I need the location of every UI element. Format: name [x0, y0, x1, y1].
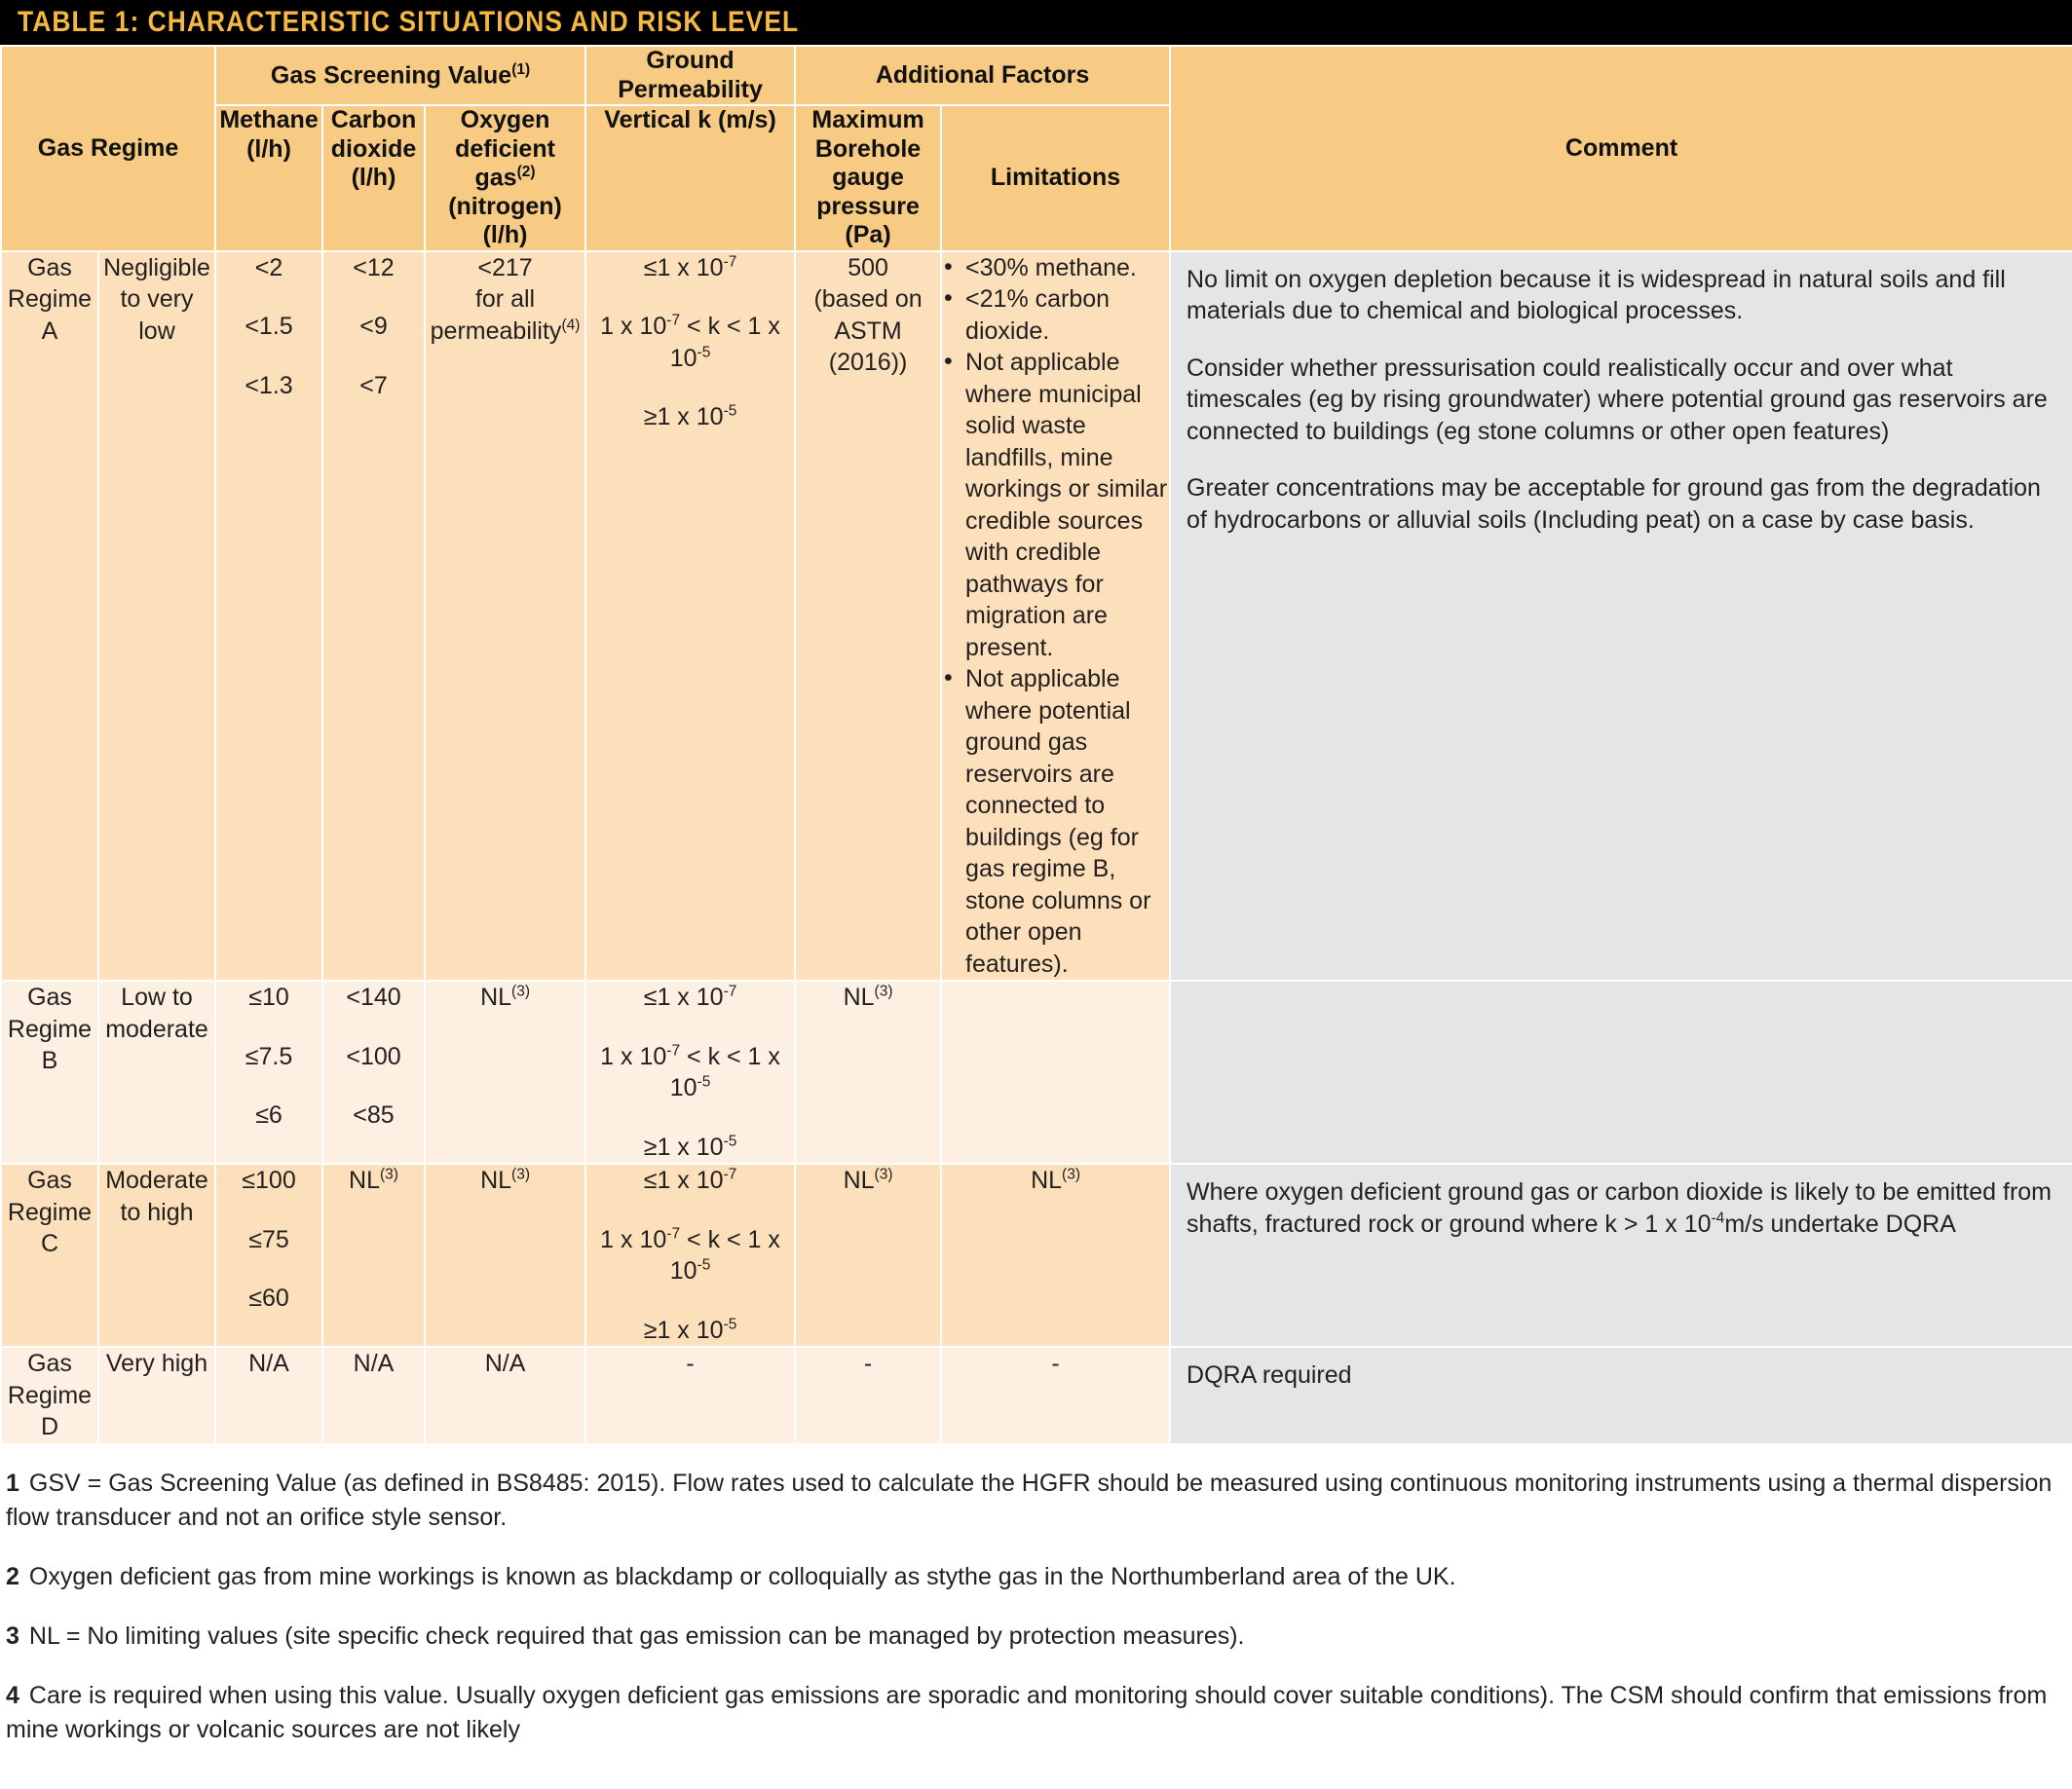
row-a-oxygen-footnote-ref: (4)	[561, 317, 581, 334]
row-b-vk-3: ≥1 x $10^{-5}$	[643, 1133, 737, 1161]
header-max-borehole-pressure	[795, 105, 941, 251]
characteristic-situations-table	[0, 45, 2072, 1445]
row-a-vk-2: 1 x $10^{-7} < k < 1$ x $10^{-5}$	[600, 313, 780, 372]
row-d-limitations: -	[941, 1347, 1170, 1444]
row-b-borehole-footnote-ref: (3)	[874, 984, 893, 1000]
row-c-co2-footnote-ref: (3)	[380, 1167, 398, 1183]
footnote-1	[6, 1467, 2066, 1535]
footnote-2	[6, 1560, 2066, 1594]
header-carbon-dioxide	[322, 105, 425, 251]
list-item: • Not applicable where municipal solid waste landfills, mine workings or similar credible sources with credible pathways for migration are present.	[942, 347, 1169, 663]
header-borehole-line4: pressure	[816, 192, 920, 220]
row-d-oxygen-deficient: N/A	[425, 1347, 585, 1444]
row-a-vk-3: ≥1 x $10^{-5}$	[643, 403, 737, 431]
list-item: • Not applicable where potential ground gas reservoirs are connected to buildings (eg for gas regime B, stone columns or other open features).	[942, 663, 1169, 980]
header-borehole-line1: Maximum	[811, 106, 924, 133]
header-gas-regime	[1, 46, 215, 251]
row-c-comment: Where oxygen deficient ground gas or carbon dioxide is likely to be emitted from shafts, fractured rock or ground where k > 1 x $10^{-4}m/s$ undertake DQRA	[1170, 1164, 2072, 1347]
header-oxygen-deficient-line4: (nitrogen)	[448, 192, 562, 220]
header-gsv-label: Gas Screening Value	[270, 60, 512, 89]
header-borehole-line2: Borehole	[814, 134, 922, 163]
footnote-4-text: Care is required when using this value. Usually oxygen deficient gas emissions are sporadic and monitoring should cover suitable conditions). The CSM should confirm that emissions from mine workings or volcanic sources are not likely	[6, 1681, 2048, 1743]
row-b-carbon-dioxide: <140 <100 <85	[322, 981, 425, 1164]
row-c-carbon-dioxide: NL$^{(3)}$	[322, 1164, 425, 1347]
row-c-oxygen-footnote-ref: (3)	[511, 1167, 530, 1183]
row-a-limitations-list	[942, 252, 1169, 981]
row-c-risk-level: Moderate to high	[98, 1164, 215, 1347]
header-limitations-label: Limitations	[990, 164, 1121, 192]
table-row	[1, 1347, 2072, 1444]
row-a-vk-1: ≤1 x $10^{-7}$	[643, 253, 737, 281]
header-borehole-line3: gauge	[832, 164, 904, 191]
row-a-borehole-pressure: 500 (based on ASTM (2016))	[795, 251, 941, 982]
row-d-methane: N/A	[215, 1347, 322, 1444]
row-d-risk-level: Very high	[98, 1347, 215, 1444]
header-vertical-k	[585, 105, 795, 251]
header-carbon-dioxide-line2: dioxide	[330, 134, 417, 163]
row-b-vk-2: 1 x $10^{-7} < k < 1$ x $10^{-5}$	[600, 1042, 780, 1102]
row-a-regime: Gas Regime A	[1, 251, 98, 982]
footnotes-section	[0, 1445, 2072, 1757]
row-b-vk-1: ≤1 x $10^{-7}$	[643, 984, 737, 1012]
row-d-comment: DQRA required	[1170, 1347, 2072, 1444]
header-oxygen-deficient-line3: gas$^{(2)}$	[474, 164, 536, 192]
header-group-row	[1, 46, 2072, 105]
footnote-4-number: 4	[6, 1681, 19, 1709]
header-methane-units: (l/h)	[246, 134, 291, 163]
row-c-vertical-k	[585, 1164, 795, 1347]
header-ground-permeability	[585, 46, 795, 105]
row-d-vertical-k: -	[585, 1347, 795, 1444]
table-row	[1, 981, 2072, 1164]
header-vertical-k-label: Vertical k (m/s)	[604, 106, 776, 133]
table-row	[1, 251, 2072, 982]
list-item: • <30% methane.	[942, 252, 1169, 284]
row-b-borehole-pressure: NL$^{(3)}$	[795, 981, 941, 1164]
row-c-limitations-footnote-ref: (3)	[1062, 1167, 1080, 1183]
list-item: • <21% carbon dioxide.	[942, 283, 1169, 347]
footnote-2-number: 2	[6, 1562, 19, 1590]
row-b-limitations	[941, 981, 1170, 1164]
header-limitations	[941, 105, 1170, 251]
header-ground-permeability-line1: Ground	[646, 47, 735, 74]
header-gas-screening-value	[215, 46, 585, 105]
header-carbon-dioxide-line1: Carbon	[330, 106, 417, 133]
footnote-1-number: 1	[6, 1469, 19, 1497]
header-carbon-dioxide-units: (l/h)	[351, 164, 396, 191]
row-c-oxygen-deficient: NL$^{(3)}$	[425, 1164, 585, 1347]
header-borehole-units: (Pa)	[845, 221, 891, 248]
row-b-oxygen-footnote-ref: (3)	[511, 984, 530, 1000]
row-c-regime: Gas Regime C	[1, 1164, 98, 1347]
header-comment-label: Comment	[1564, 133, 1678, 162]
row-a-carbon-dioxide: <12 <9 <7	[322, 251, 425, 982]
row-c-vk-2: 1 x $10^{-7} < k < 1$ x $10^{-5}$	[600, 1225, 780, 1286]
footnote-3-text: NL = No limiting values (site specific check required that gas emission can be managed by protection measures).	[28, 1621, 1245, 1650]
row-c-methane: ≤100 ≤75 ≤60	[215, 1164, 322, 1347]
footnote-2-text: Oxygen deficient gas from mine workings is known as blackdamp or colloquially as stythe gas in the Northumberland area of the UK.	[28, 1562, 1456, 1590]
header-gas-regime-label: Gas Regime	[37, 133, 179, 162]
header-methane-line1: Methane	[219, 106, 319, 133]
table-title-banner	[0, 0, 2072, 45]
row-b-risk-level: Low to moderate	[98, 981, 215, 1164]
table-title: TABLE 1: CHARACTERISTIC SITUATIONS AND RISK LEVEL	[18, 6, 800, 38]
row-a-comment: No limit on oxygen depletion because it is widespread in natural soils and fill materials due to chemical and biological processes. Consider whether pressurisation could realistically occur and over what timescales (eg by rising groundwater) where potential ground gas reservoirs are connected to buildings (eg stone columns or other open features) Greater concentrations may be acceptable for ground gas from the degradation of hydrocarbons or alluvial soils (Including peat) on a case by case basis.	[1170, 251, 2072, 982]
header-oxygen-footnote-ref: (2)	[516, 164, 536, 180]
header-oxygen-deficient-line1: Oxygen	[460, 106, 550, 133]
row-d-borehole-pressure: -	[795, 1347, 941, 1444]
header-additional-factors-label: Additional Factors	[875, 60, 1090, 89]
row-c-borehole-pressure: NL$^{(3)}$	[795, 1164, 941, 1347]
row-d-carbon-dioxide: N/A	[322, 1347, 425, 1444]
header-oxygen-deficient-units: (l/h)	[482, 221, 528, 249]
header-oxygen-deficient-line2: deficient	[455, 134, 555, 163]
row-c-borehole-footnote-ref: (3)	[874, 1167, 893, 1183]
row-b-vertical-k	[585, 981, 795, 1164]
row-b-methane: ≤10 ≤7.5 ≤6	[215, 981, 322, 1164]
row-b-oxygen-deficient: NL$^{(3)}$	[425, 981, 585, 1164]
row-a-vertical-k	[585, 251, 795, 982]
row-b-regime: Gas Regime B	[1, 981, 98, 1164]
row-c-vk-3: ≥1 x $10^{-5}$	[643, 1316, 737, 1344]
header-oxygen-deficient-gas	[425, 105, 585, 251]
row-c-vk-1: ≤1 x $10^{-7}$	[643, 1167, 737, 1195]
footnote-3-number: 3	[6, 1621, 19, 1650]
row-a-limitations	[941, 251, 1170, 982]
row-a-methane: <2 <1.5 <1.3	[215, 251, 322, 982]
header-gsv-footnote-ref: (1)	[511, 60, 531, 78]
row-c-limitations: NL$^{(3)}$	[941, 1164, 1170, 1347]
row-a-oxygen-deficient: <217 for all permeability$^{(4)}$	[425, 251, 585, 982]
table-row	[1, 1164, 2072, 1347]
row-d-regime: Gas Regime D	[1, 1347, 98, 1444]
footnote-1-text: GSV = Gas Screening Value (as defined in BS8485: 2015). Flow rates used to calculate the HGFR should be measured using continuous monitoring instruments using a thermal dispersion flow transducer and not an orifice style sensor.	[6, 1469, 2053, 1531]
row-b-comment	[1170, 981, 2072, 1164]
footnote-4	[6, 1679, 2066, 1747]
row-a-risk-level: Negligible to very low	[98, 251, 215, 982]
header-methane	[215, 105, 322, 251]
header-ground-permeability-line2: Permeability	[618, 75, 763, 103]
header-comment	[1170, 46, 2072, 251]
footnote-3	[6, 1620, 2066, 1654]
header-additional-factors	[795, 46, 1170, 105]
